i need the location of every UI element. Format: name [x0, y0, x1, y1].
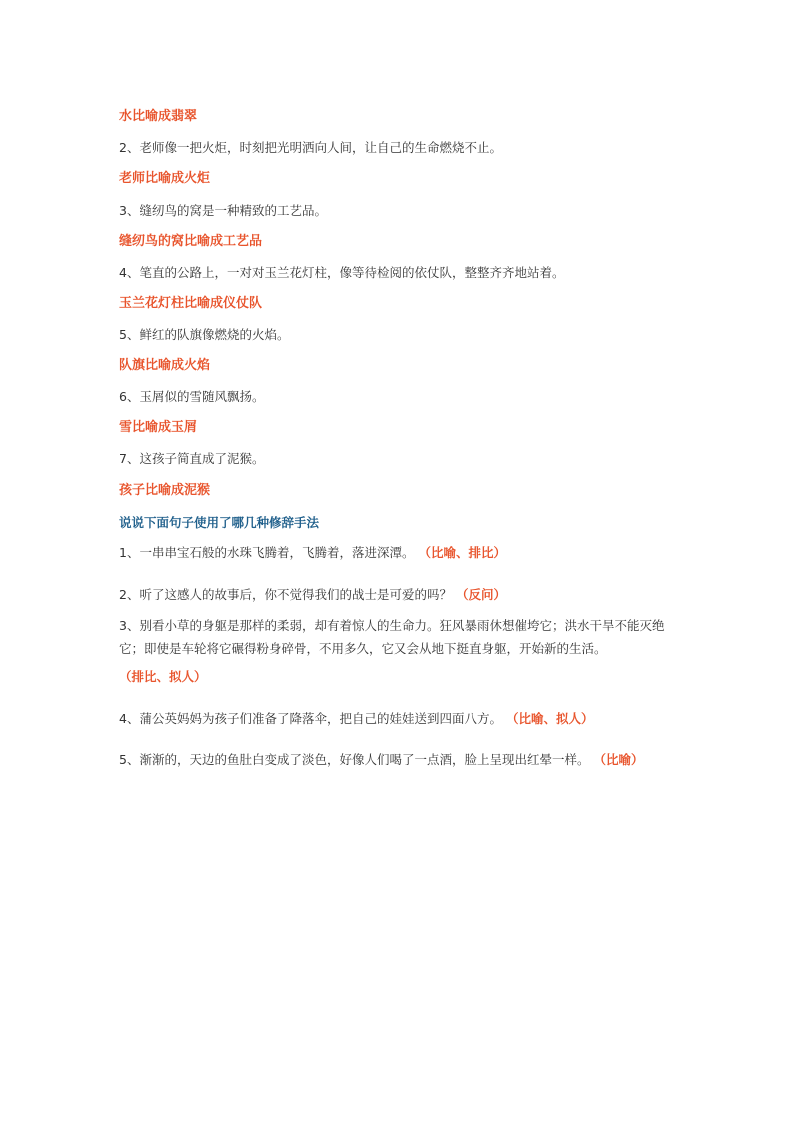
question-text: 2、听了这感人的故事后，你不觉得我们的战士是可爱的吗？ [119, 587, 452, 602]
answer-line: 老师比喻成火炬 [119, 171, 211, 186]
question-text: 5、渐渐的，天边的鱼肚白变成了淡色，好像人们喝了一点酒，脸上呈现出红晕一样。 [119, 752, 590, 767]
question-text: 3、别看小草的身躯是那样的柔弱，却有着惊人的生命力。狂风暴雨休想催垮它；洪水干旱不能灭绝它；即使是车轮将它碾得粉身碎骨，不用多久，它又会从地下挺直身躯，开始新的生活。 [119, 618, 665, 656]
answer-line: 玉兰花灯柱比喻成仪仗队 [119, 296, 263, 311]
question-answer-tag: （比喻） [593, 752, 644, 767]
question-answer-tag: （比喻、拟人） [505, 711, 594, 726]
question-answer-tag: （反问） [455, 587, 506, 602]
sentence-line: 5、鲜红的队旗像燃烧的火焰。 [119, 327, 290, 342]
sentence-line: 7、这孩子简直成了泥猴。 [119, 451, 265, 466]
answer-line: 缝纫鸟的窝比喻成工艺品 [119, 234, 263, 249]
question-line [119, 585, 679, 605]
question-text: 1、一串串宝石般的水珠飞腾着，飞腾着，落进深潭。 [119, 545, 415, 560]
section-title: 说说下面句子使用了哪几种修辞手法 [119, 515, 320, 530]
question-text: 4、蒲公英妈妈为孩子们准备了降落伞，把自己的娃娃送到四面八方。 [119, 711, 502, 726]
question-line [119, 750, 679, 770]
question-answer-tag: （比喻、排比） [418, 545, 506, 560]
answer-line: 水比喻成翡翠 [119, 109, 198, 124]
question-line [119, 543, 679, 563]
answer-line: 雪比喻成玉屑 [119, 420, 198, 435]
sentence-line: 3、缝纫鸟的窝是一种精致的工艺品。 [119, 203, 327, 218]
question-paragraph [119, 614, 675, 660]
answer-line: 队旗比喻成火焰 [119, 358, 211, 373]
answer-line: 孩子比喻成泥猴 [119, 483, 211, 498]
sentence-line: 2、老师像一把火炬，时刻把光明洒向人间，让自己的生命燃烧不止。 [119, 140, 502, 155]
sentence-line: 4、笔直的公路上，一对对玉兰花灯柱，像等待检阅的依仗队，整整齐齐地站着。 [119, 265, 565, 280]
sentence-line: 6、玉屑似的雪随风飘扬。 [119, 389, 265, 404]
question-line [119, 709, 679, 729]
question-answer-tag: （排比、拟人） [119, 669, 207, 684]
question-line [119, 667, 679, 687]
